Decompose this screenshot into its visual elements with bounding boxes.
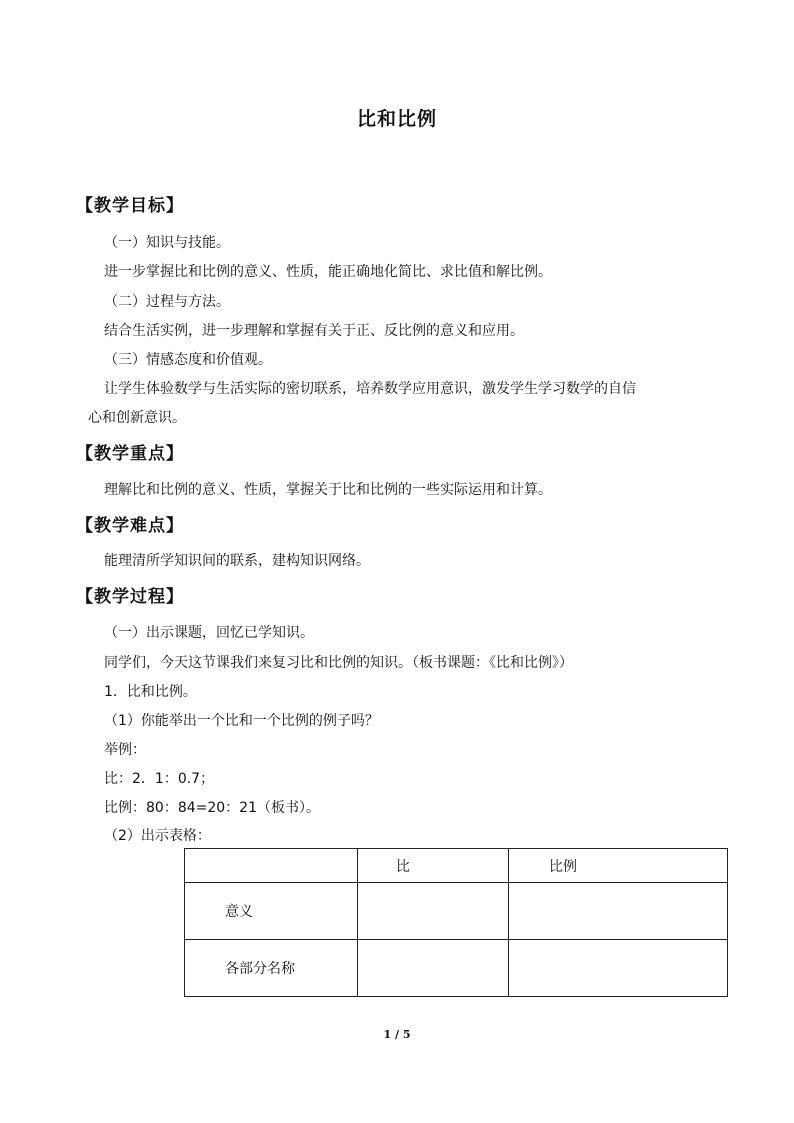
table-header-row <box>185 849 728 883</box>
paragraph: 比例：80：84=20：21（板书）。 <box>104 800 320 816</box>
paragraph: 举例： <box>104 742 146 758</box>
paragraph: 心和创新意识。 <box>88 410 186 426</box>
section-heading-goals: 【教学目标】 <box>76 196 184 216</box>
table-cell <box>509 883 728 940</box>
comparison-table <box>184 848 728 997</box>
table-cell <box>358 940 509 997</box>
paragraph: 结合生活实例，进一步理解和掌握有关于正、反比例的意义和应用。 <box>104 323 524 339</box>
page-number: 1 / 5 <box>383 1028 411 1041</box>
table-header-cell <box>185 849 358 883</box>
paragraph: （一）知识与技能。 <box>104 235 230 251</box>
paragraph: 比：2．1：0.7； <box>104 771 215 787</box>
paragraph: 进一步掌握比和比例的意义、性质，能正确地化简比、求比值和解比例。 <box>104 264 552 280</box>
paragraph: 让学生体验数学与生活实际的密切联系，培养数学应用意识，激发学生学习数学的自信 <box>104 381 636 397</box>
paragraph: （三）情感态度和价值观。 <box>104 352 272 368</box>
paragraph: 同学们，今天这节课我们来复习比和比例的知识。（板书课题：《比和比例》） <box>104 655 573 671</box>
table-cell <box>509 940 728 997</box>
table-header-cell: 比 <box>358 849 509 883</box>
paragraph: （一）出示课题，回忆已学知识。 <box>104 625 314 641</box>
table-row <box>185 883 728 940</box>
paragraph: （2）出示表格： <box>104 828 211 844</box>
paragraph: （二）过程与方法。 <box>104 294 230 310</box>
table-row <box>185 940 728 997</box>
table-header-cell: 比例 <box>509 849 728 883</box>
table-cell <box>358 883 509 940</box>
paragraph: 1．比和比例。 <box>104 684 197 700</box>
section-heading-key: 【教学重点】 <box>76 444 184 464</box>
section-heading-process: 【教学过程】 <box>76 587 184 607</box>
table-row-label: 各部分名称 <box>185 940 358 997</box>
paragraph: 理解比和比例的意义、性质，掌握关于比和比例的一些实际运用和计算。 <box>104 482 552 498</box>
paragraph: （1）你能举出一个比和一个比例的例子吗？ <box>104 713 379 729</box>
document-title: 比和比例 <box>356 108 437 130</box>
section-heading-difficulty: 【教学难点】 <box>76 516 184 536</box>
table-row-label: 意义 <box>185 883 358 940</box>
paragraph: 能理清所学知识间的联系，建构知识网络。 <box>104 553 370 569</box>
